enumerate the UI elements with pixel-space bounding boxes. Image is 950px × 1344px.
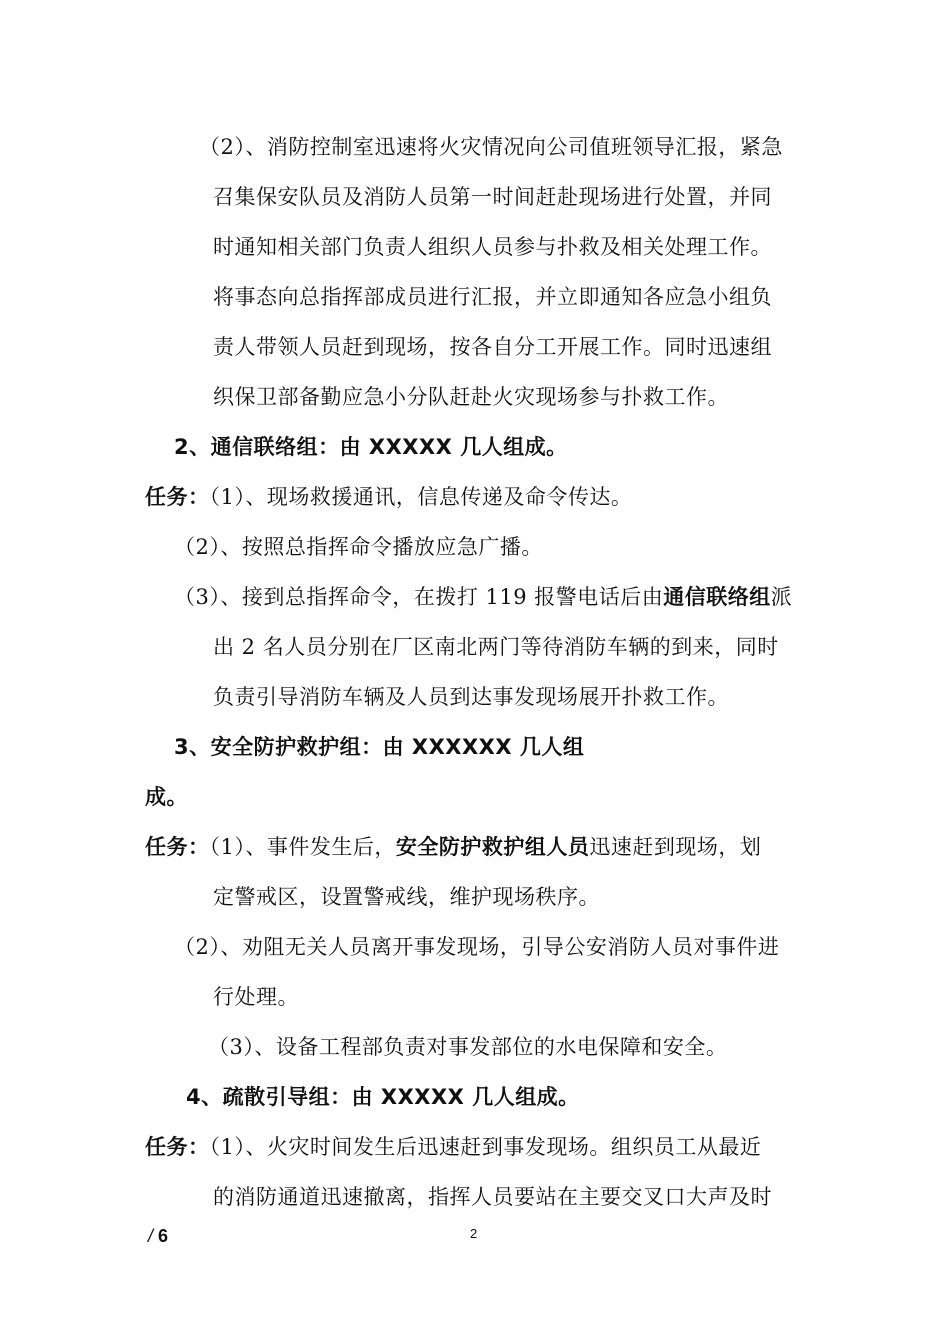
task-item [174,582,792,612]
task-item [145,482,632,512]
section-heading-continued: 成。 [145,785,188,809]
task-item: （2）、劝阻无关人员离开事发现场，引导公安消防人员对事件进 [174,935,780,959]
task-emphasis: 通信联络组 [663,585,771,609]
task-text: （1）、火灾时间发生后迅速赶到事发现场。组织员工从最近 [209,1135,762,1159]
section-heading: 4、疏散引导组：由 XXXXX 几人组成。 [186,1085,580,1109]
paragraph-line: 召集保安队员及消防人员第一时间赶赴现场进行处置，并同 [213,185,772,209]
section-heading: 2、通信联络组：由 XXXXX 几人组成。 [174,435,568,459]
page-number: 2 [470,1226,478,1241]
task-item [145,832,761,862]
task-emphasis: 安全防护救护组人员 [395,835,590,859]
task-item: （2）、按照总指挥命令播放应急广播。 [174,535,543,559]
paragraph-line: 责人带领人员赶到现场，按各自分工开展工作。同时迅速组 [213,335,772,359]
page-total-slash: / [148,1226,154,1246]
task-text: 派 [770,585,793,609]
page-total [148,1224,168,1248]
task-label: 任务： [145,835,210,859]
paragraph-line: 行处理。 [213,985,299,1009]
task-item: （3）、设备工程部负责对事发部位的水电保障和安全。 [208,1035,728,1059]
paragraph-line: 负责引导消防车辆及人员到达事发现场展开扑救工作。 [213,685,729,709]
paragraph-line: 出 2 名人员分别在厂区南北两门等待消防车辆的到来，同时 [213,635,779,659]
task-text: （1）、现场救援通讯，信息传递及命令传达。 [209,485,633,509]
paragraph-line: 将事态向总指挥部成员进行汇报，并立即通知各应急小组负 [213,285,772,309]
paragraph-line: 定警戒区，设置警戒线，维护现场秩序。 [213,885,600,909]
page-total-number: 6 [158,1226,169,1246]
paragraph-line: 织保卫部备勤应急小分队赶赴火灾现场参与扑救工作。 [213,385,729,409]
task-label: 任务： [145,485,210,509]
paragraph-line: 时通知相关部门负责人组织人员参与扑救及相关处理工作。 [213,235,772,259]
section-heading: 3、安全防护救护组：由 XXXXXX 几人组 [174,735,585,759]
task-item [145,1132,761,1162]
task-label: 任务： [145,1135,210,1159]
task-text: （1）、事件发生后， [209,835,396,859]
paragraph-line: （2）、消防控制室迅速将火灾情况向公司值班领导汇报，紧急 [199,135,783,159]
task-text: （3）、接到总指挥命令，在拨打 119 报警电话后由 [174,585,664,609]
task-text: 迅速赶到现场，划 [589,835,762,859]
paragraph-line: 的消防通道迅速撤离，指挥人员要站在主要交叉口大声及时 [213,1185,772,1209]
